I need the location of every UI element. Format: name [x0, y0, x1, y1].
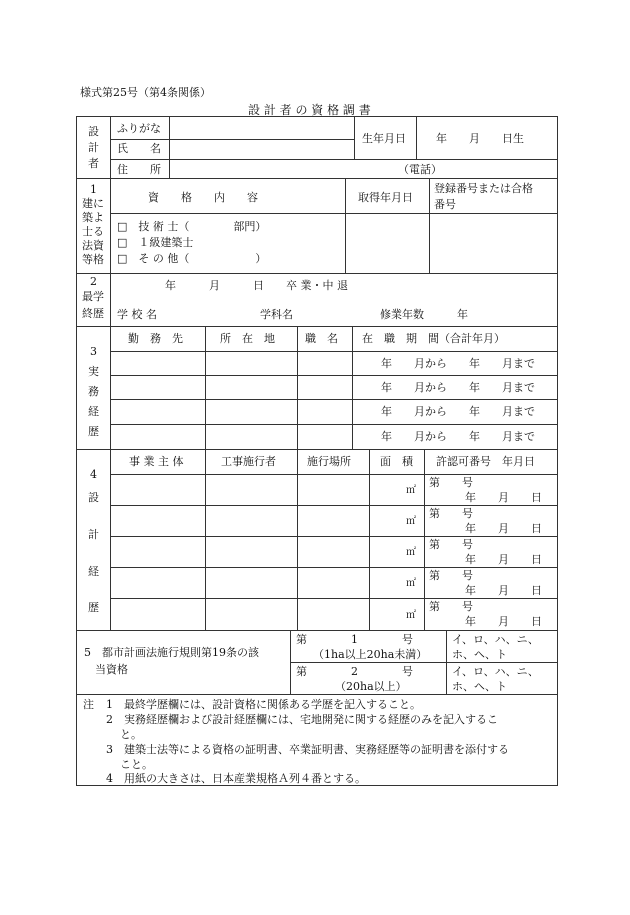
- form-number: 様式第25号（第4条関係）: [80, 86, 211, 99]
- exp-period-row: 年 月から 年 月まで: [381, 381, 535, 394]
- qual-side-6: 等格: [82, 253, 104, 266]
- design-header-area: 面 積: [380, 455, 413, 468]
- permit-date: 年 月 日: [465, 615, 542, 628]
- designer-side-2: 計: [88, 141, 99, 154]
- permit-date: 年 月 日: [465, 584, 542, 597]
- form-title: 設 計 者 の 資 格 調 書: [248, 103, 371, 117]
- exp-period-row: 年 月から 年 月まで: [381, 357, 535, 370]
- note-2-cont: と。: [120, 728, 142, 741]
- design-header-contractor: 工事施行者: [221, 455, 276, 468]
- exp-period-row: 年 月から 年 月まで: [381, 430, 535, 443]
- qual-side-2: 建に: [82, 197, 104, 210]
- area-unit: ㎡: [406, 547, 416, 558]
- design-side-1: 4: [90, 468, 97, 481]
- article19-range2: （20ha以上）: [335, 680, 407, 693]
- article19-kana-2b: ホ、ヘ、ト: [452, 680, 507, 693]
- qual-option-engineer: □ 技 術 士（ 部門）: [117, 220, 267, 233]
- article19-no1: 第 1 号: [296, 633, 413, 646]
- edu-dept: 学科名: [260, 308, 293, 321]
- edu-side-2: 最学: [82, 290, 104, 303]
- qual-reg-header-2: 番号: [434, 198, 456, 211]
- article19-no2: 第 2 号: [296, 665, 413, 678]
- exp-side-5: 歴: [88, 425, 99, 438]
- article19-kana-1b: ホ、ヘ、ト: [452, 648, 507, 661]
- edu-side-3: 終歴: [82, 307, 104, 320]
- qual-reg-header-1: 登録番号または合格: [434, 182, 533, 195]
- qual-option-other: □ そ の 他（ ）: [117, 252, 267, 265]
- design-header-permit: 許認可番号 年月日: [436, 455, 535, 468]
- area-unit: ㎡: [406, 610, 416, 621]
- permit-date: 年 月 日: [465, 491, 542, 504]
- designer-side-1: 設: [88, 125, 99, 138]
- exp-side-2: 実: [88, 365, 99, 378]
- qual-side-4: 士る: [82, 225, 104, 238]
- article19-label-1: 5 都市計画法施行規則第19条の該: [84, 646, 259, 659]
- design-header-client: 事 業 主 体: [129, 455, 184, 468]
- exp-header-period: 在 職 期 間（合計年月）: [362, 332, 505, 345]
- exp-header-location: 所 在 地: [220, 332, 275, 345]
- designer-side-3: 者: [88, 157, 99, 170]
- edu-side-1: 2: [90, 275, 97, 288]
- exp-side-3: 務: [88, 385, 99, 398]
- note-3: 3 建築士法等による資格の証明書、卒業証明書、実務経歴等の証明書を添付する: [106, 743, 509, 756]
- design-header-site: 施行場所: [307, 455, 351, 468]
- permit-date: 年 月 日: [465, 553, 542, 566]
- birthdate-label: 生年月日: [362, 132, 406, 145]
- permit-number: 第 号: [429, 569, 473, 582]
- birthdate-value: 年 月 日生: [436, 132, 524, 145]
- edu-years: 修業年数 年: [380, 308, 468, 321]
- edu-graduation: 年 月 日 卒 業・中 退: [165, 279, 348, 292]
- exp-side-4: 経: [88, 405, 99, 418]
- notes-prefix: 注: [83, 698, 94, 711]
- design-side-2: 設: [88, 491, 99, 504]
- phone-label: （電話）: [398, 163, 442, 176]
- permit-number: 第 号: [429, 600, 473, 613]
- qual-side-1: 1: [90, 183, 97, 196]
- address-label: 住 所: [117, 163, 161, 176]
- note-4: 4 用紙の大きさは、日本産業規格Ａ列４番とする。: [106, 772, 366, 785]
- note-3-cont: こと。: [120, 758, 153, 771]
- design-side-3: 計: [88, 528, 99, 541]
- area-unit: ㎡: [406, 516, 416, 527]
- article19-label-2: 当資格: [95, 663, 128, 676]
- permit-date: 年 月 日: [465, 522, 542, 535]
- qual-option-architect: □ １級建築士: [117, 236, 194, 249]
- article19-kana-2: イ、ロ、ハ、ニ、: [452, 665, 539, 678]
- qual-side-5: 法資: [82, 239, 104, 252]
- exp-side-1: 3: [90, 345, 97, 358]
- permit-number: 第 号: [429, 476, 473, 489]
- design-side-5: 歴: [88, 601, 99, 614]
- exp-header-position: 職 名: [305, 332, 338, 345]
- article19-kana-1: イ、ロ、ハ、ニ、: [452, 633, 539, 646]
- permit-number: 第 号: [429, 507, 473, 520]
- edu-school: 学 校 名: [117, 308, 157, 321]
- furigana-label: ふりがな: [117, 122, 161, 135]
- area-unit: ㎡: [406, 485, 416, 496]
- exp-period-row: 年 月から 年 月まで: [381, 405, 535, 418]
- note-2: 2 実務経歴欄および設計経歴欄には、宅地開発に関する経歴のみを記入するこ: [106, 713, 498, 726]
- permit-number: 第 号: [429, 538, 473, 551]
- area-unit: ㎡: [406, 578, 416, 589]
- qual-date-header: 取得年月日: [358, 191, 413, 204]
- article19-range1: （1ha以上20ha未満）: [313, 648, 428, 661]
- qual-content-header: 資 格 内 容: [148, 191, 258, 204]
- exp-header-employer: 勤 務 先: [128, 332, 183, 345]
- name-label: 氏 名: [117, 142, 161, 155]
- qual-side-3: 築よ: [82, 211, 104, 224]
- note-1: 1 最終学歴欄には、設計資格に関係ある学歴を記入すること。: [106, 698, 421, 711]
- design-side-4: 経: [88, 565, 99, 578]
